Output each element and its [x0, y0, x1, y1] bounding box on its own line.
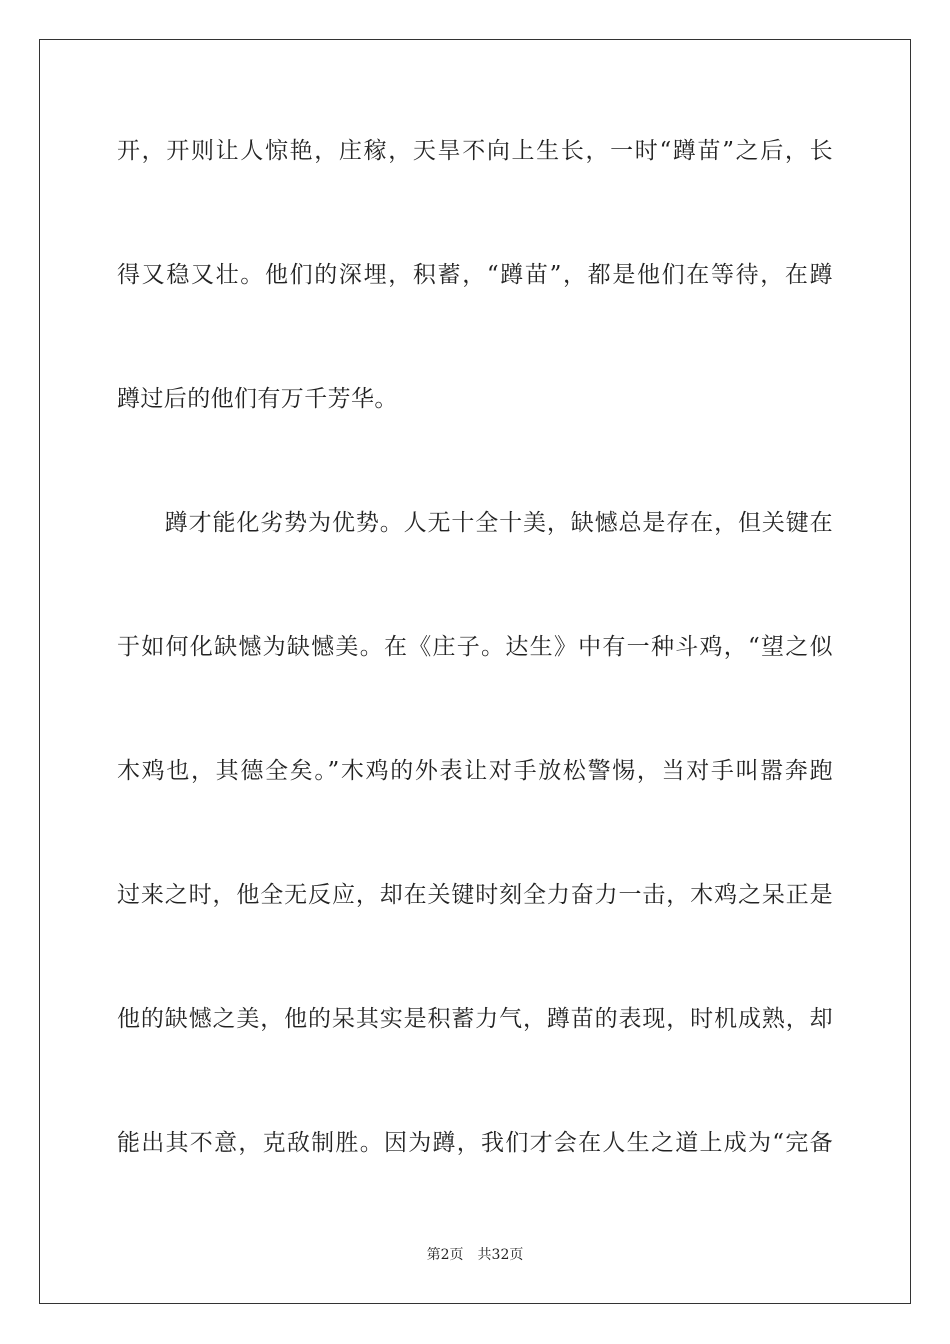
paragraph-line: 木鸡也，其德全矣。”木鸡的外表让对手放松警惕，当对手叫嚣奔跑	[117, 758, 833, 784]
paragraph-line: 过来之时，他全无反应，却在关键时刻全力奋力一击，木鸡之呆正是	[117, 882, 833, 908]
paragraph-line: 能出其不意，克敌制胜。因为蹲，我们才会在人生之道上成为“完备	[117, 1130, 833, 1156]
paragraph-line: 蹲过后的他们有万千芳华。	[117, 386, 398, 412]
page-number: 第2页	[426, 1247, 464, 1263]
paragraph-line: 得又稳又壮。他们的深埋，积蓄，“蹲苗”，都是他们在等待，在蹲	[117, 262, 833, 288]
page-border	[39, 39, 911, 1304]
paragraph-line: 蹲才能化劣势为优势。人无十全十美，缺憾总是存在，但关键在	[117, 510, 833, 536]
paragraph-line: 于如何化缺憾为缺憾美。在《庄子。达生》中有一种斗鸡，“望之似	[117, 634, 833, 660]
page-total: 共32页	[477, 1247, 524, 1263]
paragraph-line: 开，开则让人惊艳，庄稼，天旱不向上生长，一时“蹲苗”之后，长	[117, 138, 833, 164]
paragraph-line: 他的缺憾之美，他的呆其实是积蓄力气，蹲苗的表现，时机成熟，却	[117, 1006, 833, 1032]
page-footer	[0, 1246, 950, 1264]
